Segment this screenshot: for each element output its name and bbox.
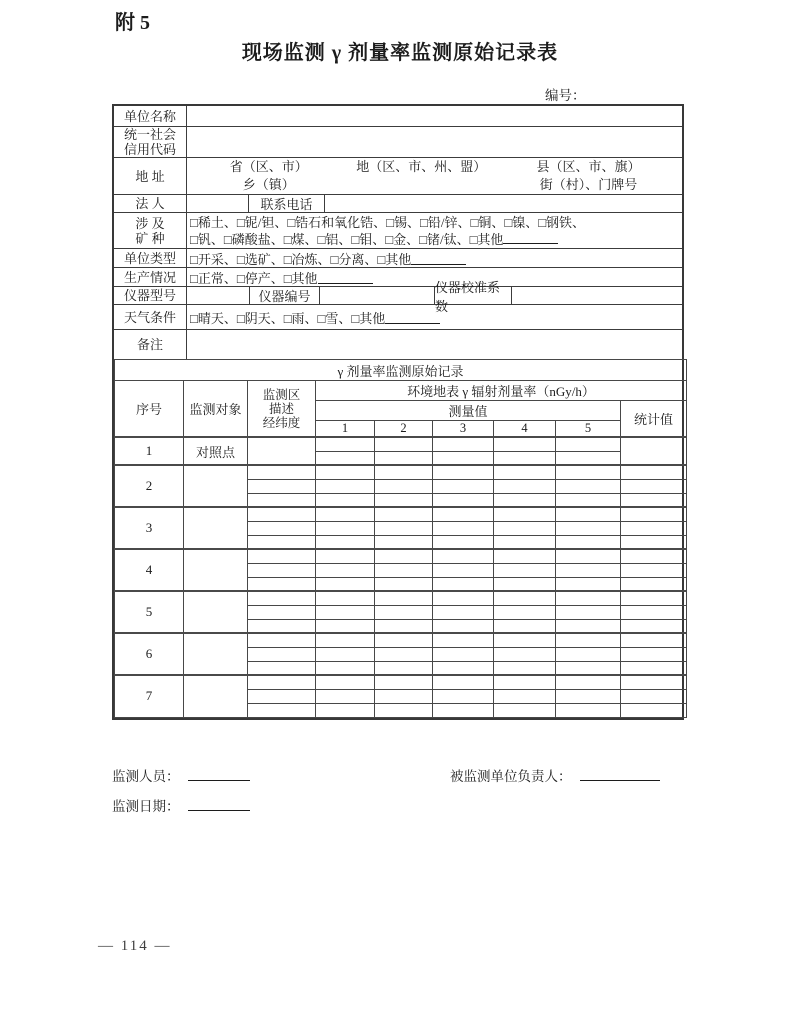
- measure-cell-5: [556, 465, 621, 479]
- instrument-no-value: [320, 287, 435, 304]
- monitor-date-line: [112, 795, 250, 815]
- record-row-4-1: [115, 549, 687, 563]
- measure-cell-3: [433, 493, 494, 507]
- stat-cell: [621, 689, 687, 703]
- minerals-label: [114, 213, 187, 248]
- row-instrument: [114, 279, 682, 314]
- measure-cell-1: [316, 577, 375, 591]
- measure-header: 测量值: [316, 401, 621, 421]
- measure-cell-3: [433, 563, 494, 577]
- object-cell: [184, 507, 248, 549]
- measure-cell-1: [316, 605, 375, 619]
- latlon-cell: [248, 675, 316, 689]
- info-form-table: [112, 104, 684, 720]
- address-province: 省（区、市）: [229, 159, 308, 174]
- minerals-options-line2: [190, 231, 585, 248]
- monitored-unit-head-line: [450, 765, 660, 785]
- measure-cell-4: [494, 591, 556, 605]
- measure-cell-2: [375, 465, 433, 479]
- seq-cell: 4: [115, 549, 184, 591]
- measure-cell-2: [375, 661, 433, 675]
- measure-cell-1: [316, 451, 375, 465]
- latlon-cell: [248, 605, 316, 619]
- minerals-other-blank: [503, 231, 558, 244]
- row-production: [114, 268, 682, 287]
- measure-cell-1: [316, 535, 375, 549]
- doc-number-label: 编号：: [545, 88, 586, 103]
- legal-person-value: [187, 195, 249, 212]
- measure-col-4: 4: [494, 421, 556, 438]
- measure-cell-2: [375, 633, 433, 647]
- area-header: [248, 381, 316, 438]
- unit-name-label: 单位名称: [114, 106, 187, 126]
- measure-cell-1: [316, 619, 375, 633]
- address-hint-line1: [190, 158, 682, 176]
- unit-type-options: [187, 249, 682, 267]
- production-label: 生产情况: [114, 268, 187, 286]
- monitor-date-blank: [188, 798, 250, 811]
- address-county: 县（区、市、旗）: [536, 159, 641, 174]
- row-credit-code: [114, 127, 682, 158]
- measure-cell-4: [494, 563, 556, 577]
- record-row-5-1: [115, 591, 687, 605]
- stat-cell: [621, 591, 687, 605]
- latlon-cell: [248, 549, 316, 563]
- row-legal-person: [114, 195, 682, 213]
- measure-cell-2: [375, 577, 433, 591]
- measure-cell-3: [433, 647, 494, 661]
- area-header-line3: 经纬度: [262, 415, 301, 430]
- record-row-6-1: [115, 633, 687, 647]
- seq-cell: 3: [115, 507, 184, 549]
- latlon-cell: [248, 437, 316, 465]
- row-unit-type: [114, 249, 682, 268]
- stat-cell: [621, 577, 687, 591]
- measure-cell-1: [316, 437, 375, 451]
- address-label: 地 址: [114, 158, 187, 194]
- latlon-cell: [248, 619, 316, 633]
- latlon-cell: [248, 647, 316, 661]
- latlon-cell: [248, 661, 316, 675]
- attachment-label: 附 5: [115, 12, 150, 34]
- stat-cell: [621, 703, 687, 717]
- measure-cell-3: [433, 507, 494, 521]
- contact-phone-value: [325, 195, 682, 212]
- measure-cell-4: [494, 605, 556, 619]
- measure-cell-1: [316, 661, 375, 675]
- measure-cell-5: [556, 633, 621, 647]
- instrument-no-label: 仪器编号: [250, 287, 320, 304]
- latlon-cell: [248, 507, 316, 521]
- measure-cell-5: [556, 563, 621, 577]
- latlon-cell: [248, 703, 316, 717]
- record-row-3-1: [115, 507, 687, 521]
- measure-cell-3: [433, 479, 494, 493]
- page-number: — 114 —: [98, 938, 172, 954]
- address-town: 乡（镇）: [242, 177, 295, 192]
- credit-code-label: [114, 127, 187, 157]
- measure-cell-4: [494, 577, 556, 591]
- calibration-value: [512, 287, 682, 304]
- measure-cell-5: [556, 647, 621, 661]
- stat-cell: [621, 465, 687, 479]
- measure-cell-3: [433, 549, 494, 563]
- measure-col-1: 1: [316, 421, 375, 438]
- unit-type-other-blank: [411, 252, 466, 265]
- credit-code-value: [187, 127, 682, 157]
- unit-type-label: 单位类型: [114, 249, 187, 267]
- seq-header: 序号: [115, 381, 184, 438]
- measure-cell-2: [375, 535, 433, 549]
- measure-cell-1: [316, 493, 375, 507]
- measure-cell-3: [433, 535, 494, 549]
- calibration-label: 仪器校准系数: [435, 287, 512, 304]
- measure-cell-3: [433, 577, 494, 591]
- stat-cell: [621, 479, 687, 493]
- object-cell: [184, 465, 248, 507]
- latlon-cell: [248, 689, 316, 703]
- dose-header: 环境地表 γ 辐射剂量率（nGy/h）: [316, 381, 687, 401]
- unit-name-value: [187, 106, 682, 126]
- unit-type-options-text: □开采、□选矿、□冶炼、□分离、□其他: [190, 251, 412, 267]
- measure-cell-4: [494, 647, 556, 661]
- measure-cell-1: [316, 633, 375, 647]
- stat-cell: [621, 605, 687, 619]
- measure-cell-4: [494, 549, 556, 563]
- minerals-options: [187, 213, 682, 248]
- latlon-cell: [248, 577, 316, 591]
- address-hint-line2: [190, 176, 682, 194]
- record-table: [114, 359, 687, 718]
- stat-header: 统计值: [621, 401, 687, 438]
- record-row-7-1: [115, 675, 687, 689]
- record-section-title: γ 剂量率监测原始记录: [115, 360, 687, 381]
- latlon-cell: [248, 465, 316, 479]
- object-header: 监测对象: [184, 381, 248, 438]
- measure-col-3: 3: [433, 421, 494, 438]
- stat-cell: [621, 493, 687, 507]
- monitor-person-blank: [188, 768, 250, 781]
- stat-cell: [621, 647, 687, 661]
- legal-person-label: 法 人: [114, 195, 187, 212]
- measure-cell-5: [556, 605, 621, 619]
- stat-cell: [621, 549, 687, 563]
- measure-cell-2: [375, 563, 433, 577]
- measure-cell-5: [556, 619, 621, 633]
- measure-cell-3: [433, 675, 494, 689]
- seq-cell: 1: [115, 437, 184, 465]
- measure-cell-5: [556, 437, 621, 451]
- stat-cell: [621, 507, 687, 521]
- measure-cell-2: [375, 647, 433, 661]
- stat-cell: [621, 619, 687, 633]
- measure-col-5: 5: [556, 421, 621, 438]
- latlon-cell: [248, 521, 316, 535]
- address-street: 街（村）、门牌号: [539, 177, 638, 192]
- area-header-line1: 监测区: [262, 387, 301, 402]
- measure-cell-4: [494, 703, 556, 717]
- monitor-date-label: 监测日期：: [112, 799, 180, 814]
- measure-cell-5: [556, 703, 621, 717]
- measure-cell-2: [375, 591, 433, 605]
- row-minerals: [114, 213, 682, 249]
- measure-cell-4: [494, 451, 556, 465]
- measure-cell-4: [494, 507, 556, 521]
- address-hints: [190, 158, 682, 194]
- stat-cell: [621, 437, 687, 465]
- minerals-label-line2: 矿 种: [135, 230, 165, 246]
- measure-cell-2: [375, 675, 433, 689]
- stat-cell: [621, 675, 687, 689]
- seq-cell: 5: [115, 591, 184, 633]
- measure-cell-3: [433, 451, 494, 465]
- measure-cell-3: [433, 633, 494, 647]
- measure-cell-4: [494, 479, 556, 493]
- measure-cell-3: [433, 437, 494, 451]
- stat-cell: [621, 521, 687, 535]
- latlon-cell: [248, 591, 316, 605]
- measure-cell-5: [556, 675, 621, 689]
- measure-cell-5: [556, 591, 621, 605]
- stat-cell: [621, 535, 687, 549]
- stat-cell: [621, 661, 687, 675]
- measure-cell-1: [316, 591, 375, 605]
- record-row-1-1: [115, 437, 687, 451]
- weather-other-blank: [385, 311, 440, 324]
- object-cell: [184, 633, 248, 675]
- measure-cell-4: [494, 689, 556, 703]
- measure-cell-1: [316, 507, 375, 521]
- contact-phone-label: 联系电话: [249, 195, 325, 212]
- instrument-model-label: 仪器型号: [114, 287, 187, 304]
- measure-cell-5: [556, 493, 621, 507]
- object-cell: [184, 549, 248, 591]
- measure-cell-5: [556, 479, 621, 493]
- address-prefecture: 地（区、市、州、盟）: [356, 159, 487, 174]
- area-header-line2: 描述: [268, 401, 294, 416]
- measure-cell-2: [375, 507, 433, 521]
- row-unit-name: [114, 106, 682, 127]
- production-other-blank: [318, 271, 373, 284]
- measure-cell-1: [316, 549, 375, 563]
- measure-cell-2: [375, 689, 433, 703]
- measure-cell-3: [433, 605, 494, 619]
- measure-cell-5: [556, 549, 621, 563]
- measure-cell-3: [433, 689, 494, 703]
- address-spacer: [347, 176, 495, 194]
- stat-cell: [621, 563, 687, 577]
- measure-cell-5: [556, 521, 621, 535]
- instrument-model-value: [187, 287, 250, 304]
- monitor-person-label: 监测人员：: [112, 769, 180, 784]
- minerals-options-line1: □稀土、□铌/钽、□锆石和氧化锆、□锡、□铅/锌、□铜、□镍、□钢铁、: [190, 214, 586, 230]
- stat-cell: [621, 633, 687, 647]
- minerals-label-line1: 涉 及: [135, 215, 165, 231]
- monitored-unit-head-label: 被监测单位负责人：: [450, 769, 572, 784]
- measure-cell-2: [375, 437, 433, 451]
- latlon-cell: [248, 493, 316, 507]
- object-cell: 对照点: [184, 437, 248, 465]
- measure-cell-1: [316, 479, 375, 493]
- measure-cell-3: [433, 619, 494, 633]
- seq-cell: 6: [115, 633, 184, 675]
- measure-cell-2: [375, 619, 433, 633]
- seq-cell: 2: [115, 465, 184, 507]
- measure-cell-3: [433, 661, 494, 675]
- weather-label: 天气条件: [114, 305, 187, 329]
- measure-cell-3: [433, 521, 494, 535]
- measure-cell-1: [316, 563, 375, 577]
- measure-cell-4: [494, 633, 556, 647]
- weather-options-text: □晴天、□阴天、□雨、□雪、□其他: [190, 310, 386, 326]
- row-address: [114, 158, 682, 195]
- measure-cell-2: [375, 493, 433, 507]
- measure-cell-1: [316, 703, 375, 717]
- record-section-title-row: [115, 360, 687, 381]
- measure-cell-1: [316, 647, 375, 661]
- measure-cell-4: [494, 661, 556, 675]
- address-value: [187, 158, 682, 194]
- latlon-cell: [248, 633, 316, 647]
- measure-cell-3: [433, 591, 494, 605]
- record-header-row1: [115, 381, 687, 401]
- measure-cell-5: [556, 577, 621, 591]
- measure-cell-2: [375, 703, 433, 717]
- measure-cell-3: [433, 465, 494, 479]
- seq-cell: 7: [115, 675, 184, 717]
- remarks-label: 备注: [114, 330, 187, 359]
- measure-cell-1: [316, 521, 375, 535]
- object-cell: [184, 675, 248, 717]
- measure-cell-2: [375, 479, 433, 493]
- credit-code-label-line2: 信用代码: [123, 142, 176, 157]
- measure-cell-1: [316, 689, 375, 703]
- measure-cell-5: [556, 507, 621, 521]
- measure-cell-5: [556, 451, 621, 465]
- credit-code-label-line1: 统一社会: [123, 127, 176, 142]
- latlon-cell: [248, 535, 316, 549]
- measure-cell-4: [494, 619, 556, 633]
- measure-cell-2: [375, 521, 433, 535]
- measure-cell-4: [494, 437, 556, 451]
- measure-cell-4: [494, 521, 556, 535]
- page-title: 现场监测 γ 剂量率监测原始记录表: [241, 42, 559, 64]
- record-table-body: [115, 437, 687, 717]
- minerals-options-line2-text: □钒、□磷酸盐、□煤、□铝、□钼、□金、□锗/钛、□其他: [190, 231, 504, 247]
- measure-cell-5: [556, 661, 621, 675]
- measure-cell-2: [375, 451, 433, 465]
- minerals-options-lines: [190, 214, 585, 248]
- measure-cell-2: [375, 549, 433, 563]
- measure-cell-2: [375, 605, 433, 619]
- record-row-2-1: [115, 465, 687, 479]
- latlon-cell: [248, 563, 316, 577]
- measure-cell-4: [494, 675, 556, 689]
- monitor-person-line: [112, 765, 250, 785]
- measure-cell-4: [494, 535, 556, 549]
- object-cell: [184, 591, 248, 633]
- monitored-unit-head-blank: [580, 768, 660, 781]
- measure-cell-4: [494, 493, 556, 507]
- row-weather: [114, 305, 682, 330]
- measure-cell-5: [556, 689, 621, 703]
- measure-cell-1: [316, 675, 375, 689]
- measure-cell-3: [433, 703, 494, 717]
- row-remarks: [114, 330, 682, 359]
- measure-cell-5: [556, 535, 621, 549]
- latlon-cell: [248, 479, 316, 493]
- measure-cell-4: [494, 465, 556, 479]
- measure-col-2: 2: [375, 421, 433, 438]
- measure-cell-1: [316, 465, 375, 479]
- weather-options: [187, 305, 682, 329]
- production-options-text: □正常、□停产、□其他: [190, 270, 318, 286]
- remarks-value: [187, 330, 682, 359]
